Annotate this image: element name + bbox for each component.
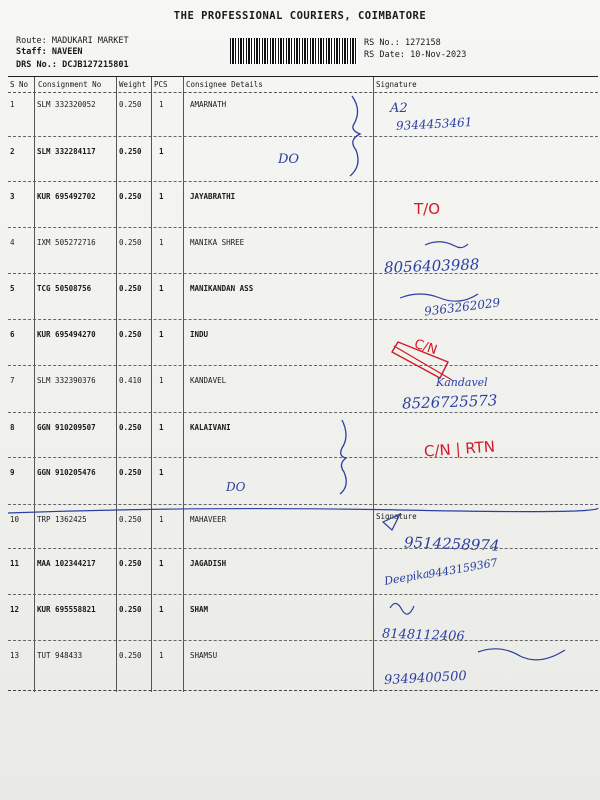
rs-no-value: 1272158 <box>404 38 441 48</box>
route-label: Route: <box>16 36 47 46</box>
row7-phone: 8526725573 <box>401 391 498 413</box>
signature-scribble <box>478 649 565 660</box>
row-sno: 12 <box>10 605 20 614</box>
row-weight: 0.410 <box>119 376 142 385</box>
row-pcs: 1 <box>159 515 164 524</box>
row-weight: 0.250 <box>119 468 142 477</box>
row-consignment-no: KUR 695494270 <box>37 330 96 339</box>
row12-phone: 8148112406 <box>381 626 465 645</box>
row10-phone: 9514258974 <box>403 533 500 555</box>
row-consignment-no: TCG 50508756 <box>37 284 92 293</box>
row-pcs: 1 <box>159 423 164 432</box>
row-pcs: 1 <box>159 605 164 614</box>
row-sno: 11 <box>10 559 20 568</box>
row-sno: 9 <box>10 468 15 477</box>
row13-phone: 9349400500 <box>383 668 468 689</box>
header-consignee: Consignee Details <box>186 80 263 89</box>
document-title: THE PROFESSIONAL COURIERS, COIMBATORE <box>173 10 427 22</box>
row-consignment-no: TRP 1362425 <box>37 515 87 524</box>
row-sno: 6 <box>10 330 15 339</box>
header-weight: Weight <box>119 80 147 89</box>
row-consignment-no: GGN 910209507 <box>37 423 96 432</box>
signature-scribble <box>390 603 414 614</box>
row-consignee: INDU <box>190 330 209 339</box>
row-pcs: 1 <box>159 192 164 201</box>
header-sno: S No <box>10 80 29 89</box>
row-pcs: 1 <box>159 284 164 293</box>
row-weight: 0.250 <box>119 238 142 247</box>
row-consignee: SHAMSU <box>190 651 218 660</box>
row1-phone: 9344453461 <box>395 115 473 133</box>
row-pcs: 1 <box>159 559 164 568</box>
row8-cn-rtn-mark: C/N | RTN <box>423 437 496 461</box>
row-weight: 0.250 <box>119 559 142 568</box>
row-weight: 0.250 <box>119 515 142 524</box>
row-sno: 10 <box>10 515 20 524</box>
row7-signature: Kandavel <box>436 376 488 389</box>
brace-mark <box>350 96 360 176</box>
row-consignee: KALAIVANI <box>190 423 231 432</box>
row-consignee: AMARNATH <box>190 100 227 109</box>
row-consignment-no: GGN 910205476 <box>37 468 96 477</box>
row-consignee: SHAM <box>190 605 209 614</box>
drs-value: DCJB127215801 <box>62 60 129 70</box>
row11-phone: 9443159367 <box>427 556 499 581</box>
drs-label: DRS No.: <box>16 60 57 70</box>
row-weight: 0.250 <box>119 651 142 660</box>
repeated-signature-header: Signature <box>376 512 417 521</box>
row-sno: 8 <box>10 423 15 432</box>
rs-no-label: RS No.: <box>364 38 400 48</box>
row-consignment-no: KUR 695558821 <box>37 605 96 614</box>
header-pcs: PCS <box>154 80 168 89</box>
row3-to-mark: T/O <box>414 200 441 218</box>
route-value: MADUKARI MARKET <box>51 36 129 46</box>
row-weight: 0.250 <box>119 605 142 614</box>
row-pcs: 1 <box>159 238 164 247</box>
signature-scribble <box>425 242 468 248</box>
row6-cn-mark: C/N <box>412 336 439 359</box>
row-weight: 0.250 <box>119 100 142 109</box>
rs-date-label: RS Date: <box>364 50 405 60</box>
row-consignment-no: SLM 332320052 <box>37 100 96 109</box>
row-weight: 0.250 <box>119 423 142 432</box>
header-signature: Signature <box>376 80 417 89</box>
signature-scribble <box>383 514 400 530</box>
row-consignee: KANDAVEL <box>190 376 227 385</box>
brace-mark <box>340 420 346 494</box>
row9-do-mark: DO <box>226 480 246 494</box>
row-weight: 0.250 <box>119 192 142 201</box>
row-consignment-no: MAA 102344217 <box>37 559 96 568</box>
row5-phone: 9363262029 <box>423 295 501 319</box>
row-pcs: 1 <box>159 651 164 660</box>
row4-phone: 8056403988 <box>383 255 480 277</box>
staff-label: Staff: <box>16 47 47 57</box>
row-pcs: 1 <box>159 330 164 339</box>
row-weight: 0.250 <box>119 147 142 156</box>
row-consignment-no: IXM 505272716 <box>37 238 96 247</box>
row-consignee: JAGADISH <box>190 559 227 568</box>
row-sno: 4 <box>10 238 15 247</box>
row-pcs: 1 <box>159 468 164 477</box>
row11-signature: Deepika <box>383 567 431 588</box>
row-consignment-no: SLM 332284117 <box>37 147 96 156</box>
row-sno: 5 <box>10 284 15 293</box>
row-sno: 13 <box>10 651 20 660</box>
row-consignee: MAHAVEER <box>190 515 227 524</box>
row-sno: 2 <box>10 147 15 156</box>
row-pcs: 1 <box>159 376 164 385</box>
row-weight: 0.250 <box>119 284 142 293</box>
rs-date-value: 10-Nov-2023 <box>410 50 467 60</box>
row-pcs: 1 <box>159 100 164 109</box>
row-consignment-no: SLM 332390376 <box>37 376 96 385</box>
row-consignment-no: TUT 948433 <box>37 651 83 660</box>
header-consignment: Consignment No <box>38 80 102 89</box>
row-consignee: MANIKANDAN ASS <box>190 284 254 293</box>
row2-do-mark: DO <box>278 152 300 167</box>
staff-value: NAVEEN <box>51 47 83 57</box>
row-sno: 1 <box>10 100 15 109</box>
row1-signature: A2 <box>390 101 408 116</box>
row-sno: 7 <box>10 376 15 385</box>
pen-line <box>8 508 598 513</box>
row-consignee: JAYABRATHI <box>190 192 236 201</box>
row-weight: 0.250 <box>119 330 142 339</box>
row-sno: 3 <box>10 192 15 201</box>
row-consignee: MANIKA SHREE <box>190 238 245 247</box>
row-consignment-no: KUR 695492702 <box>37 192 96 201</box>
row-pcs: 1 <box>159 147 164 156</box>
